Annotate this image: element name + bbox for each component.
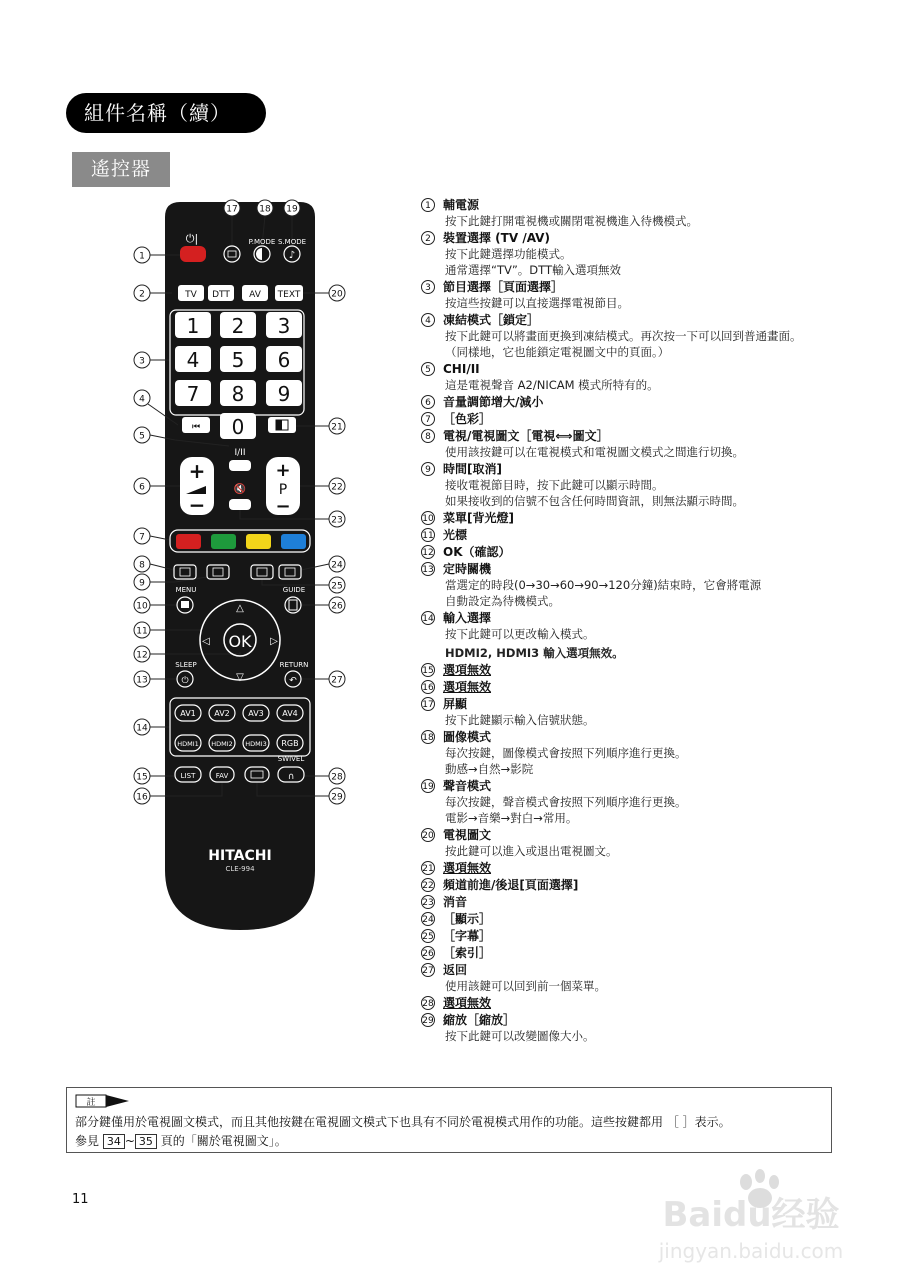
- legend-item-21: [421, 860, 841, 876]
- legend-label-13: 定時關機: [443, 562, 492, 576]
- legend-desc: 每次按鍵，聲音模式會按照下列順序進行更換。: [445, 795, 687, 809]
- callout-label-4: 4: [139, 394, 145, 405]
- dual-button: [229, 460, 251, 471]
- legend-item-6: [421, 394, 841, 410]
- input-label-av3: AV3: [248, 709, 264, 718]
- legend-label-8: 電視/電視圖文［電視⟺圖文］: [443, 429, 609, 443]
- note-tag-icon: [75, 1094, 131, 1108]
- legend-item-28: [421, 995, 841, 1011]
- input-label-rgb: RGB: [281, 739, 299, 748]
- legend-item-15: [421, 662, 841, 678]
- page-ref-35: 35: [135, 1134, 157, 1149]
- legend-label-29: 縮放［縮放］: [443, 1013, 516, 1027]
- digit-label-1: 2: [231, 314, 245, 338]
- digit-label-3: 4: [186, 348, 200, 372]
- legend-item-9: [421, 461, 841, 509]
- legend-num-2: 2: [421, 231, 435, 245]
- input-label-av4: AV4: [282, 709, 298, 718]
- legend-num-27: 27: [421, 963, 435, 977]
- color-key-0: [176, 534, 201, 549]
- callout-label-1: 1: [139, 251, 145, 262]
- legend-label-5: CHI/II: [443, 362, 480, 376]
- legend-num-25: 25: [421, 929, 435, 943]
- legend-label-27: 返回: [443, 963, 468, 977]
- digit-label-7: 8: [231, 382, 245, 406]
- callout-label-24: 24: [331, 560, 343, 571]
- legend-num-6: 6: [421, 395, 435, 409]
- callout-label-27: 27: [331, 675, 343, 686]
- page-ref-34: 34: [103, 1134, 125, 1149]
- legend-item-4: [421, 312, 841, 360]
- volume-plus: +: [188, 459, 206, 483]
- legend-item-19: [421, 778, 841, 826]
- legend-label-23: 消音: [443, 895, 468, 909]
- legend-num-19: 19: [421, 779, 435, 793]
- program-plus: +: [275, 460, 291, 481]
- legend-item-12: [421, 544, 841, 560]
- legend-item-1: [421, 197, 841, 229]
- callout-label-28: 28: [331, 772, 343, 783]
- digit-label-0: 1: [186, 314, 200, 338]
- callout-label-23: 23: [331, 515, 343, 526]
- fav-label: FAV: [215, 772, 229, 780]
- svg-text:♪: ♪: [288, 250, 296, 261]
- legend-desc: 接收電視節目時，按下此鍵可以顯示時間。: [445, 478, 664, 492]
- menu-label: MENU: [175, 586, 197, 594]
- legend-label-25: ［字幕］: [443, 929, 492, 943]
- watermark-brand: Baidu经验: [662, 1195, 840, 1235]
- legend-item-22: [421, 877, 841, 893]
- legend-num-23: 23: [421, 895, 435, 909]
- legend-num-12: 12: [421, 545, 435, 559]
- callout-label-13: 13: [136, 675, 148, 686]
- pmode-label: P.MODE: [248, 238, 276, 246]
- legend-item-29: [421, 1012, 841, 1044]
- legend-item-24: [421, 911, 841, 927]
- legend-label-10: 菜單[背光燈]: [443, 511, 514, 525]
- legend-label-4: 凍結模式［鎖定］: [443, 313, 540, 327]
- svg-text:◁: ◁: [202, 636, 210, 647]
- legend-label-1: 輔電源: [443, 198, 480, 212]
- legend-label-2: 裝置選擇 (TV /AV): [443, 231, 550, 245]
- digit-label-8: 9: [277, 382, 291, 406]
- legend-desc: 動感→自然→影院: [445, 762, 534, 776]
- callout-label-20: 20: [331, 289, 343, 300]
- legend-desc: 使用該按鍵可以在電視模式和電視圖文模式之間進行切換。: [445, 445, 744, 459]
- text-button-label: TEXT: [277, 290, 301, 300]
- svg-text:∩: ∩: [287, 772, 295, 782]
- legend-num-14: 14: [421, 611, 435, 625]
- callout-label-14: 14: [136, 723, 148, 734]
- svg-text:△: △: [236, 603, 244, 614]
- color-key-3: [281, 534, 306, 549]
- return-label: RETURN: [279, 661, 309, 669]
- legend-num-9: 9: [421, 462, 435, 476]
- section-title: 組件名稱（續）: [66, 93, 266, 133]
- legend-label-26: ［索引］: [443, 946, 492, 960]
- legend-item-26: [421, 945, 841, 961]
- callout-label-22: 22: [331, 482, 343, 493]
- callout-label-11: 11: [136, 626, 148, 637]
- callout-label-8: 8: [139, 560, 145, 571]
- legend-desc: 使用該鍵可以回到前一個菜單。: [445, 979, 606, 993]
- volume-minus: −: [188, 493, 206, 517]
- source-label-0: TV: [185, 290, 197, 300]
- callout-label-9: 9: [139, 578, 145, 589]
- list-label: LIST: [180, 772, 196, 780]
- callout-label-12: 12: [136, 650, 148, 661]
- legend-label-14: 輸入選擇: [443, 611, 492, 625]
- callout-label-6: 6: [139, 482, 145, 493]
- svg-text:↶: ↶: [289, 676, 297, 686]
- legend-num-5: 5: [421, 362, 435, 376]
- legend-label-18: 圖像模式: [443, 730, 492, 744]
- callout-label-10: 10: [136, 601, 148, 612]
- mute-button: [229, 499, 251, 510]
- power-button: [180, 246, 206, 262]
- callout-label-19: 19: [286, 204, 298, 215]
- source-label-1: DTT: [212, 290, 230, 300]
- legend-num-4: 4: [421, 313, 435, 327]
- legend-item-11: [421, 527, 841, 543]
- legend-num-26: 26: [421, 946, 435, 960]
- program-minus: −: [275, 496, 291, 517]
- legend-num-28: 28: [421, 996, 435, 1010]
- legend-num-10: 10: [421, 511, 435, 525]
- page-number: 11: [72, 1192, 89, 1207]
- callout-label-15: 15: [136, 772, 148, 783]
- legend-label-24: ［顯示］: [443, 912, 492, 926]
- input-label-hdmi3: HDMI3: [245, 740, 267, 748]
- legend-item-14: [421, 610, 841, 661]
- callout-label-7: 7: [139, 532, 145, 543]
- note-line-1: 部分鍵僅用於電視圖文模式，而且其他按鍵在電視圖文模式下也具有不同於電視模式用作的功能。這些按鍵都用 ［ ］表示。: [75, 1115, 731, 1129]
- legend-item-5: [421, 361, 841, 393]
- note-tag-label: 註: [86, 1098, 96, 1108]
- legend-label-19: 聲音模式: [443, 779, 492, 793]
- digit-label-9: 0: [231, 415, 245, 439]
- legend-label-7: ［色彩］: [443, 412, 492, 426]
- legend-label-21: 選項無效: [443, 861, 492, 875]
- legend-label-16: 選項無效: [443, 680, 492, 694]
- legend-desc: 如果接收到的信號不包含任何時間資訊，則無法顯示時間。: [445, 494, 744, 508]
- legend-desc: 按下此鍵打開電視機或關閉電視機進入待機模式。: [445, 214, 698, 228]
- program-p: P: [278, 482, 288, 498]
- legend-num-17: 17: [421, 697, 435, 711]
- legend-label-12: OK（確認）: [443, 545, 511, 559]
- legend-item-10: [421, 510, 841, 526]
- legend-label-17: 屏顯: [443, 697, 468, 711]
- legend-num-21: 21: [421, 861, 435, 875]
- legend-num-8: 8: [421, 429, 435, 443]
- legend-desc: 當選定的時段(0→30→60→90→120分鐘)結束時，它會將電源: [445, 578, 762, 592]
- legend-desc: 每次按鍵，圖像模式會按照下列順序進行更換。: [445, 746, 687, 760]
- legend-num-16: 16: [421, 680, 435, 694]
- digit-label-5: 6: [277, 348, 291, 372]
- legend-label-3: 節目選擇［頁面選擇］: [443, 280, 564, 294]
- digit-label-6: 7: [186, 382, 200, 406]
- legend-num-13: 13: [421, 562, 435, 576]
- input-label-av1: AV1: [180, 709, 196, 718]
- remote-body: [165, 202, 315, 930]
- legend-label-6: 音量調節增大/減小: [443, 395, 544, 409]
- legend-desc: 自動設定為待機模式。: [445, 594, 560, 608]
- source-label-2: AV: [249, 290, 261, 300]
- legend-item-20: [421, 827, 841, 859]
- legend-item-23: [421, 894, 841, 910]
- svg-text:▽: ▽: [236, 672, 244, 683]
- legend-num-7: 7: [421, 412, 435, 426]
- model-label: CLE-994: [225, 865, 255, 873]
- sleep-label: SLEEP: [175, 661, 197, 669]
- input-label-hdmi2: HDMI2: [211, 740, 233, 748]
- legend-item-17: [421, 696, 841, 728]
- legend-label-11: 光標: [443, 528, 468, 542]
- brand-logo: HITACHI: [208, 848, 272, 864]
- note-box: [66, 1087, 832, 1153]
- callout-label-25: 25: [331, 581, 343, 592]
- legend-num-18: 18: [421, 730, 435, 744]
- legend-desc: 按下此鍵選擇功能模式。: [445, 247, 572, 261]
- smode-label: S.MODE: [277, 238, 307, 246]
- legend-num-20: 20: [421, 828, 435, 842]
- callout-label-29: 29: [331, 792, 343, 803]
- legend-extra: HDMI2, HDMI3 輸入選項無效。: [445, 646, 624, 660]
- legend-desc: 按下此鍵顯示輸入信號狀態。: [445, 713, 595, 727]
- legend-num-22: 22: [421, 878, 435, 892]
- legend-desc: 通常選擇“TV”。DTT輸入選項無效: [445, 263, 622, 277]
- digit-label-2: 3: [277, 314, 291, 338]
- note-line-2: 參見 34 ~ 35 頁的「關於電視圖文」。: [75, 1134, 287, 1148]
- legend-item-25: [421, 928, 841, 944]
- dual-label: I/II: [234, 448, 246, 458]
- ok-label: OK: [228, 632, 252, 651]
- svg-text:▷: ▷: [270, 636, 278, 647]
- input-label-av2: AV2: [214, 709, 230, 718]
- callout-label-3: 3: [139, 356, 145, 367]
- legend-label-22: 頻道前進/後退[頁面選擇]: [443, 878, 579, 892]
- color-key-1: [211, 534, 236, 549]
- legend-desc: 電影→音樂→對白→常用。: [445, 811, 578, 825]
- legend-item-18: [421, 729, 841, 777]
- legend-item-2: [421, 230, 841, 278]
- legend-label-28: 選項無效: [443, 996, 492, 1010]
- legend-desc: 按下此鍵可以更改輸入模式。: [445, 627, 595, 641]
- legend-desc: 按這些按鍵可以直接選擇電視節目。: [445, 296, 629, 310]
- digit-label-4: 5: [231, 348, 245, 372]
- svg-text:⏮: ⏮: [191, 422, 201, 432]
- legend-item-13: [421, 561, 841, 609]
- watermark-url: jingyan.baidu.com: [658, 1239, 844, 1263]
- callout-label-18: 18: [259, 204, 271, 215]
- legend-item-27: [421, 962, 841, 994]
- legend-desc: （同樣地，它也能鎖定電視圖文中的頁面。）: [445, 345, 670, 359]
- legend-desc: 按下此鍵可以將畫面更換到凍結模式。再次按一下可以回到普通畫面。: [445, 329, 802, 343]
- legend-desc: 按此鍵可以進入或退出電視圖文。: [445, 844, 618, 858]
- svg-text:⏻: ⏻: [181, 676, 189, 686]
- legend-item-16: [421, 679, 841, 695]
- legend-desc: 這是電視聲音 A2/NICAM 模式所特有的。: [445, 378, 659, 392]
- legend-item-7: [421, 411, 841, 427]
- callout-label-21: 21: [331, 422, 343, 433]
- remote-control-diagram: [0, 0, 400, 930]
- section-subtitle: 遙控器: [72, 152, 170, 187]
- legend-label-9: 時間[取消]: [443, 462, 502, 476]
- legend-num-1: 1: [421, 198, 435, 212]
- callout-label-26: 26: [331, 601, 343, 612]
- legend-item-3: [421, 279, 841, 311]
- input-label-hdmi1: HDMI1: [177, 740, 199, 748]
- color-key-2: [246, 534, 271, 549]
- legend-desc: 按下此鍵可以改變圖像大小。: [445, 1029, 595, 1043]
- svg-text:🔇: 🔇: [233, 484, 247, 495]
- legend-num-29: 29: [421, 1013, 435, 1027]
- guide-label: GUIDE: [282, 586, 306, 594]
- legend-num-15: 15: [421, 663, 435, 677]
- callout-label-2: 2: [139, 289, 145, 300]
- swivel-label: SWIVEL: [277, 755, 305, 763]
- callout-label-5: 5: [139, 431, 145, 442]
- legend-num-3: 3: [421, 280, 435, 294]
- power-label: ⏻|: [185, 232, 199, 245]
- legend-item-8: [421, 428, 841, 460]
- legend-num-24: 24: [421, 912, 435, 926]
- callout-label-16: 16: [136, 792, 148, 803]
- legend-label-15: 選項無效: [443, 663, 492, 677]
- legend-label-20: 電視圖文: [443, 828, 492, 842]
- legend-num-11: 11: [421, 528, 435, 542]
- callout-label-17: 17: [226, 204, 238, 215]
- watermark-logo: [636, 1168, 866, 1268]
